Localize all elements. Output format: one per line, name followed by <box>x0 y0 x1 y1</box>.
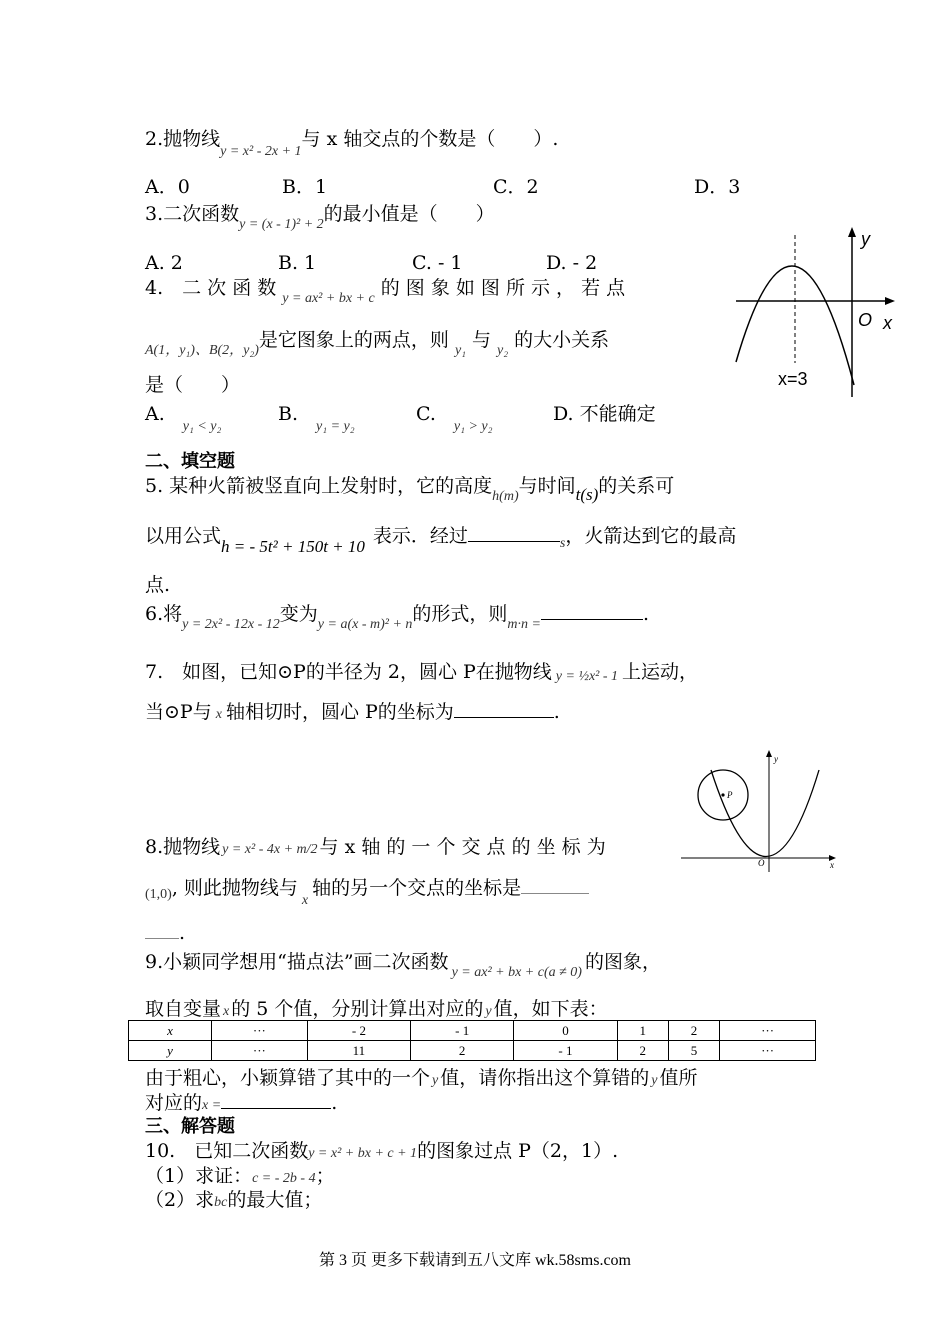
table-row-x <box>129 1021 816 1041</box>
q5-line2-end: ，火箭达到它的最高 <box>565 525 737 547</box>
table-cell: 11 <box>307 1041 410 1061</box>
q4-x-arrow-icon <box>885 297 895 305</box>
q7-formula: y = ½x² - 1 <box>555 669 619 684</box>
q4-line-1 <box>145 276 626 306</box>
q6-prefix: 6.将 <box>145 603 183 625</box>
q9-line4-prefix: 对应的 <box>145 1092 203 1114</box>
q4-option-b <box>278 402 355 434</box>
q4-option-a-label: A. <box>145 403 165 425</box>
q10-part1: （1）求证： <box>145 1165 253 1187</box>
q9-y: y <box>485 1004 492 1019</box>
table-cell: 2 <box>617 1041 668 1061</box>
q8-line2: , 则此抛物线与 <box>171 877 298 899</box>
q4-line-2 <box>145 328 610 358</box>
q4-option-c-label: C. <box>416 403 436 425</box>
q4-line1-prefix: 4. 二 次 函 数 <box>145 277 277 299</box>
q8-point: (1,0) <box>145 887 172 902</box>
q8-line-1 <box>145 835 606 862</box>
q9-line3-end: 值所 <box>659 1067 698 1089</box>
q2-line <box>145 127 559 159</box>
q7-line2-suffix: 轴相切时，圆心 P的坐标为 <box>225 701 454 723</box>
q6-mid: 变为 <box>279 603 318 625</box>
table-cell: - 1 <box>514 1041 617 1061</box>
q6-formula2: y = a(x - m)² + n <box>317 617 413 632</box>
q5-line-2 <box>145 523 737 556</box>
q10-part1-formula: c = - 2b - 4 <box>252 1171 316 1186</box>
q8-suffix: 与 x 轴 的 一 个 交 点 的 坐 标 为 <box>319 836 606 858</box>
q6-line <box>145 601 650 632</box>
q8-line-2 <box>145 875 589 908</box>
q9-line-3 <box>145 1066 697 1093</box>
q7-y-label: y <box>774 754 778 764</box>
q4-axis-label: x=3 <box>778 369 808 389</box>
q9-line-1 <box>145 950 661 980</box>
section-fill-in: 二、填空题 <box>145 451 235 472</box>
q10-line-1 <box>145 1139 618 1166</box>
q8-x: x <box>301 893 309 908</box>
q4-parabola-graph <box>728 225 898 400</box>
q2-prefix: 2.抛物线 <box>145 128 221 150</box>
q5-formula: h = - 5t² + 150t + 10 <box>221 537 365 556</box>
q9-line4-target: x = <box>202 1098 222 1113</box>
q4-origin-label: O <box>858 310 873 330</box>
q5-line-3: 点. <box>145 574 171 596</box>
q9-prefix: 9.小颖同学想用“描点法”画二次函数 <box>145 951 449 973</box>
q4-line1-suffix: 的 图 象 如 图 所 示 ， 若 点 <box>380 277 626 299</box>
table-cell: ··· <box>212 1041 308 1061</box>
q4-y1: y₁ <box>454 343 467 358</box>
q5-answer-blank[interactable] <box>468 523 560 542</box>
q5-t: t(s) <box>575 485 599 504</box>
q10-part1-end: ； <box>315 1165 335 1187</box>
q7-y-arrow-icon <box>766 750 772 757</box>
q3-option-c: C. - 1 <box>412 252 463 274</box>
q7-end: . <box>553 701 560 723</box>
q6-suffix: 的形式，则 <box>412 603 508 625</box>
q7-parabola <box>711 770 819 857</box>
q7-o-label: O <box>758 858 765 868</box>
q3-suffix: 的最小值是（ ） <box>323 203 495 225</box>
q7-line2-prefix: 当⊙P与 <box>145 701 212 723</box>
table-row-y <box>129 1041 816 1061</box>
table-cell: 5 <box>668 1041 719 1061</box>
q9-line3: 由于粗心，小颖算错了其中的一个 <box>145 1067 431 1089</box>
q9-y-2: y <box>432 1073 439 1088</box>
q9-suffix: 的图象， <box>584 951 661 973</box>
q4-option-c <box>416 402 493 434</box>
q7-answer-blank[interactable] <box>454 699 554 718</box>
q2-formula: y = x² - 2x + 1 <box>220 144 302 159</box>
table-cell: 1 <box>617 1021 668 1041</box>
q4-option-b-formula: y₁ = y₂ <box>316 419 355 434</box>
table-cell: ··· <box>212 1021 308 1041</box>
q8-formula: y = x² - 4x + m/2 <box>222 842 318 857</box>
q9-x: x <box>223 1004 230 1019</box>
q9-y-3: y <box>651 1073 658 1088</box>
table-cell: - 2 <box>307 1021 410 1041</box>
q5-unit: s <box>559 536 566 551</box>
q4-line2-suffix: 是它图象上的两点，则 <box>258 329 449 351</box>
table-cell: 2 <box>411 1041 514 1061</box>
q3-prefix: 3.二次函数 <box>145 203 240 225</box>
q2-option-a: A．0 <box>145 176 190 198</box>
q10-part-2 <box>145 1188 322 1215</box>
q9-line-4 <box>145 1090 337 1118</box>
q7-circle-parabola-graph <box>681 748 841 873</box>
q8-prefix: 8.抛物线 <box>145 836 221 858</box>
q10-part2-end: 的最大值； <box>227 1189 323 1211</box>
q8-end: . <box>179 922 186 944</box>
q2-option-c: C．2 <box>493 176 539 198</box>
q5-line2-mid: 表示．经过 <box>372 525 468 547</box>
q5-h: h(m) <box>492 489 519 504</box>
q3-option-b: B. 1 <box>278 252 317 274</box>
q5-line-1 <box>145 474 675 504</box>
q10-part2-formula: bc <box>214 1195 228 1210</box>
table-cell: x <box>129 1021 212 1041</box>
q9-line2-mid: 的 5 个值，分别计算出对应的 <box>231 998 484 1020</box>
q6-end: . <box>642 603 650 625</box>
q4-option-a-formula: y₁ < y₂ <box>182 419 222 434</box>
q9-line2-end: 值，如下表： <box>493 998 608 1020</box>
q4-formula: y = ax² + bx + c <box>282 291 375 306</box>
q8-answer-blank-1[interactable] <box>521 875 589 894</box>
q4-option-b-label: B. <box>278 403 299 425</box>
q7-x-label: x <box>830 860 834 870</box>
q2-suffix: 与 x 轴交点的个数是（ ）. <box>301 128 559 150</box>
q9-end: . <box>331 1092 338 1114</box>
q2-option-d: D．3 <box>694 176 741 198</box>
q5-mid: 与时间 <box>518 475 576 497</box>
q6-formula1: y = 2x² - 12x - 12 <box>182 617 280 632</box>
q10-suffix: 的图象过点 P（2，1）. <box>417 1140 619 1162</box>
q10-formula: y = x² + bx + c + 1 <box>308 1146 418 1161</box>
q9-answer-blank[interactable] <box>221 1090 331 1109</box>
q10-prefix: 10. 已知二次函数 <box>145 1140 309 1162</box>
q4-y2: y₂ <box>497 343 509 358</box>
q4-points: A(1，y₁)、B(2，y₂) <box>145 343 259 358</box>
q3-line <box>145 202 495 232</box>
q2-option-b: B．1 <box>282 176 328 198</box>
q8-answer-blank-2[interactable] <box>145 920 179 939</box>
q9-line3-mid: 值，请你指出这个算错的 <box>440 1067 650 1089</box>
q7-line1-suffix: 上运动， <box>622 661 699 683</box>
q4-y-label: y <box>861 229 870 249</box>
q4-line-3: 是（ ） <box>145 374 241 396</box>
q7-line1-prefix: 7. 如图，已知⊙P的半径为 2，圆心 P在抛物线 <box>145 661 552 683</box>
q6-answer-blank[interactable] <box>541 601 643 620</box>
q7-x: x <box>215 707 222 722</box>
table-cell: ··· <box>720 1041 816 1061</box>
q4-parabola <box>736 266 854 385</box>
table-cell: 0 <box>514 1021 617 1041</box>
q7-p-label: P <box>727 790 733 800</box>
q4-option-a <box>145 402 222 434</box>
q3-option-a: A. 2 <box>145 252 183 274</box>
q9-line2-prefix: 取自变量 <box>145 998 222 1020</box>
q3-formula: y = (x - 1)² + 2 <box>239 217 324 232</box>
page-footer: 第 3 页 更多下载请到五八文库 wk.58sms.com <box>318 1252 631 1269</box>
q7-line-1 <box>145 660 698 687</box>
section-solutions: 三、解答题 <box>145 1116 235 1137</box>
q10-part2: （2）求 <box>145 1189 215 1211</box>
q8-line-3 <box>145 920 185 945</box>
q9-formula: y = ax² + bx + c(a ≠ 0) <box>451 965 582 980</box>
q8-line2-end: 轴的另一个交点的坐标是 <box>312 877 522 899</box>
table-cell: ··· <box>720 1021 816 1041</box>
q9-value-table <box>128 1020 816 1061</box>
q4-option-c-formula: y₁ > y₂ <box>453 419 493 434</box>
table-cell: - 1 <box>411 1021 514 1041</box>
q5-line1: 5. 某种火箭被竖直向上发射时，它的高度 <box>145 475 493 497</box>
table-cell: y <box>129 1041 212 1061</box>
q7-line-2 <box>145 699 560 727</box>
q3-option-d: D. - 2 <box>546 252 598 274</box>
q4-option-d: D. 不能确定 <box>553 403 656 425</box>
q4-line2-end: 的大小关系 <box>514 329 610 351</box>
q7-center-point <box>721 793 724 796</box>
q10-part-1 <box>145 1164 335 1191</box>
q4-y-arrow-icon <box>848 227 856 237</box>
table-cell: 2 <box>668 1021 719 1041</box>
q6-target: m·n = <box>507 617 541 632</box>
q4-and: 与 <box>472 329 492 351</box>
q5-end: 的关系可 <box>598 475 675 497</box>
q4-x-label: x <box>883 313 892 333</box>
q5-line2-prefix: 以用公式 <box>145 525 222 547</box>
